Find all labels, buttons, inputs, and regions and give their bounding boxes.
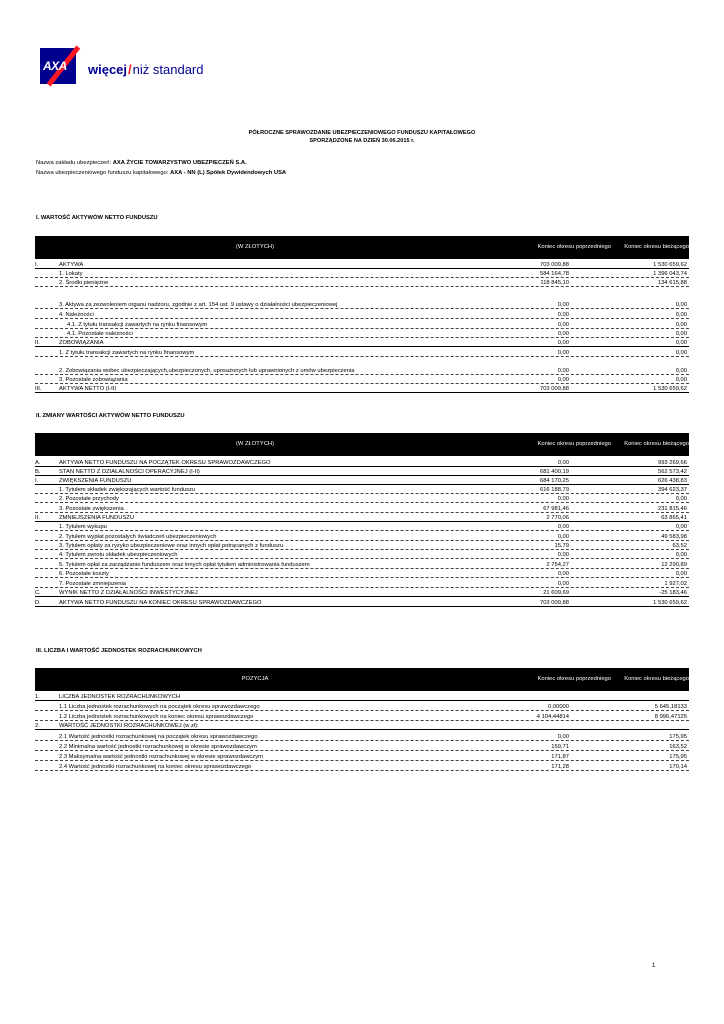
- table-row: [35, 741, 689, 751]
- value-previous: 171,87: [551, 754, 569, 760]
- table-row: [35, 550, 689, 559]
- table-row: [35, 287, 689, 309]
- section3-title: III. LICZBA I WARTOŚĆ JEDNOSTEK ROZRACHUNKOWYCH: [36, 648, 202, 654]
- value-current: 1 530 659,62: [653, 600, 687, 606]
- table-row: [35, 494, 689, 503]
- table-row: [35, 319, 689, 329]
- value-current: 0,00: [675, 302, 687, 308]
- table-row: [35, 456, 689, 467]
- table-row: [35, 761, 689, 771]
- table-row: [35, 347, 689, 357]
- value-current: 63,52: [672, 543, 687, 549]
- column-header: Koniec okresu bieżącego: [624, 676, 689, 682]
- value-previous: 0,00: [557, 312, 569, 318]
- table-row: [35, 569, 689, 578]
- section2-table: [35, 433, 689, 607]
- value-previous: 0,00000: [548, 704, 569, 710]
- row-label: 6. Pozostałe koszty: [59, 571, 109, 577]
- table-row: [35, 384, 689, 393]
- value-previous: 159,71: [551, 744, 569, 750]
- table-header: [35, 433, 689, 456]
- table-row: [35, 751, 689, 761]
- row-label: 5. Tytułem opłat za zarządzanie funduszem oraz innych opłat tytułem administrowania funduszem: [59, 562, 310, 568]
- value-current: 134 615,88: [657, 280, 687, 286]
- row-label: AKTYWA: [59, 262, 84, 268]
- row-number: II.: [35, 340, 40, 346]
- row-label: ZOBOWIĄZANIA: [59, 340, 104, 346]
- row-label: AKTYWA NETTO FUNDUSZU NA POCZĄTEK OKRESU SPRAWOZDAWCZEGO: [59, 460, 271, 466]
- table-row: [35, 329, 689, 338]
- table-row: [35, 269, 689, 278]
- value-previous: 2 754,27: [546, 562, 569, 568]
- value-previous: 0,00: [557, 460, 569, 466]
- table-row: [35, 531, 689, 541]
- value-previous: 15,79: [554, 543, 569, 549]
- table-row: [35, 522, 689, 531]
- table-row: [35, 485, 689, 494]
- value-current: 175,95: [669, 754, 687, 760]
- row-label: 1. Tytułem wykupu: [59, 524, 107, 530]
- value-previous: 0,00: [557, 552, 569, 558]
- value-previous: 0,00: [557, 302, 569, 308]
- value-current: 0,00: [675, 524, 687, 530]
- row-number: B.: [35, 469, 41, 475]
- row-number: C.: [35, 590, 41, 596]
- value-current: 562 573,42: [657, 469, 687, 475]
- value-current: 0,00: [675, 368, 687, 374]
- value-current: 1 927,02: [664, 581, 687, 587]
- row-label: 1. Lokaty: [59, 271, 83, 277]
- table-row: [35, 701, 689, 711]
- section1-table: [35, 236, 689, 393]
- value-current: 8 996,47125: [654, 714, 687, 720]
- row-label: 4. Należności: [59, 312, 94, 318]
- value-current: 0,00: [675, 552, 687, 558]
- value-current: 1 530 659,62: [653, 262, 687, 268]
- row-label: 2.4 Wartość jednostki rozrachunkowej na koniec okresu sprawozdawczego: [59, 764, 252, 770]
- value-current: 175,95: [669, 734, 687, 740]
- value-previous: 0,00: [557, 377, 569, 383]
- value-previous: 0,00: [557, 496, 569, 502]
- value-previous: 0,00: [557, 524, 569, 530]
- row-label: ZWIĘKSZENIA FUNDUSZU: [59, 478, 132, 484]
- row-label: 2. Zobowiązania wobec ubezpieczających,ubezpieczonych, uposażonych lub uprawnionych z umów ubezpieczenia: [59, 368, 355, 374]
- row-label: 4. Tytułem zwrotu składek ubezpieczeniowych: [59, 552, 178, 558]
- row-label: 1. Z tytułu transakcji zawartych na rynku finansowym: [59, 350, 195, 356]
- value-previous: 0,00: [557, 350, 569, 356]
- value-previous: 703 009,88: [539, 262, 569, 268]
- row-label: 1.2 Liczba jednostek rozrachunkowych na koniec okresu sprawozdawczego: [59, 714, 254, 720]
- column-header: Koniec okresu poprzedniego: [537, 244, 611, 250]
- table-row: [35, 578, 689, 588]
- row-label: WARTOŚĆ JEDNOSTKI ROZRACHUNKOWEJ (w zł):: [59, 723, 199, 729]
- table-row: [35, 476, 689, 485]
- value-current: 63 865,41: [661, 515, 687, 521]
- value-previous: 0,00: [557, 734, 569, 740]
- value-previous: 0,00: [557, 331, 569, 337]
- value-previous: 584 164,78: [539, 271, 569, 277]
- row-label: 1. Tytułem składek zwiększających wartość funduszu: [59, 487, 196, 493]
- value-current: 0,00: [675, 322, 687, 328]
- report-title-line2: SPORZĄDZONE NA DZIEŃ 30.06.2015 r.: [309, 138, 415, 144]
- value-previous: 703 009,88: [539, 386, 569, 392]
- value-previous: 4 104,44814: [536, 714, 569, 720]
- value-previous: 703 009,88: [539, 600, 569, 606]
- row-number: A.: [35, 460, 41, 466]
- axa-logo-icon: AXA: [40, 48, 76, 84]
- row-number: D.: [35, 600, 41, 606]
- value-previous: 21 609,69: [543, 590, 569, 596]
- value-current: 993 269,66: [657, 460, 687, 466]
- row-label: 2. Środki pieniężne: [59, 280, 109, 286]
- value-current: 12 290,89: [661, 562, 687, 568]
- row-label: 4.1. Pozostałe należności: [67, 331, 133, 337]
- row-number: 2.: [35, 723, 40, 729]
- column-header: (W ZŁOTYCH): [236, 441, 274, 447]
- value-current: 1 396 043,74: [653, 271, 687, 277]
- row-label: AKTYWA NETTO FUNDUSZU NA KONIEC OKRESU SPRAWOZDAWCZEGO: [59, 600, 262, 606]
- row-label: 2.3 Maksymalna wartość jednostki rozrachunkowej w okresie sprawozdawczym: [59, 754, 263, 760]
- row-label: 2.2 Minimalna wartość jednostki rozrachunkowej w okresie sprawozdawczym: [59, 744, 257, 750]
- brand-tagline: więcej/niż standard: [88, 62, 204, 77]
- table-row: [35, 730, 689, 741]
- value-previous: 684 170,25: [539, 478, 569, 484]
- value-current: 5 645,18133: [654, 704, 687, 710]
- row-number: II.: [35, 515, 40, 521]
- table-header: [35, 236, 689, 259]
- table-row: [35, 721, 689, 730]
- value-current: 49 583,98: [661, 534, 687, 540]
- table-row: [35, 259, 689, 269]
- table-row: [35, 711, 689, 721]
- table-row: [35, 338, 689, 347]
- value-current: 0,00: [675, 350, 687, 356]
- value-current: 170,14: [669, 764, 687, 770]
- row-label: 3. Tytułem opłaty za ryzyko ubezpieczeniowe oraz innych opłat potrącanych z funduszu: [59, 543, 284, 549]
- row-label: 2. Tytułem wypłat pozostałych świadczeń ubezpieczeniowych: [59, 534, 217, 540]
- row-label: 3. Pozostałe zobowiązania: [59, 377, 128, 383]
- table-row: [35, 375, 689, 384]
- value-current: 0,00: [675, 340, 687, 346]
- report-title-line1: PÓŁROCZNE SPRAWOZDANIE UBEZPIECZENIOWEGO FUNDUSZU KAPITAŁOWEGO: [248, 130, 476, 136]
- column-header: Koniec okresu bieżącego: [624, 244, 689, 250]
- column-header: POZYCJA: [241, 676, 269, 682]
- table-row: [35, 278, 689, 287]
- row-label: ZMNIEJSZENIA FUNDUSZU: [59, 515, 135, 521]
- row-label: LICZBA JEDNOSTEK ROZRACHUNKOWYCH: [59, 694, 181, 700]
- fund-name: Nazwa ubezpieczeniowego funduszu kapitałowego: AXA - NN (L) Spółek Dywidendowych USA: [36, 170, 287, 176]
- value-current: 231 815,46: [657, 506, 687, 512]
- table-row: [35, 503, 689, 513]
- row-number: I.: [35, 478, 39, 484]
- table-row: [35, 691, 689, 701]
- column-header: Koniec okresu poprzedniego: [537, 441, 611, 447]
- row-number: 1.: [35, 694, 40, 700]
- column-header: Koniec okresu bieżącego: [624, 441, 689, 447]
- row-number: III.: [35, 386, 42, 392]
- value-previous: 0,00: [557, 534, 569, 540]
- value-current: 0,00: [675, 331, 687, 337]
- value-current: 0,00: [675, 571, 687, 577]
- row-label: 4.1. Z tytułu transakcji zawartych na rynku finansowym: [67, 322, 208, 328]
- value-previous: 681 400,19: [539, 469, 569, 475]
- table-row: [35, 357, 689, 375]
- table-row: [35, 588, 689, 597]
- value-previous: 0,00: [557, 368, 569, 374]
- table-row: [35, 597, 689, 607]
- section1-title: I. WARTOŚĆ AKTYWÓW NETTO FUNDUSZU: [36, 215, 158, 221]
- value-previous: 616 188,79: [539, 487, 569, 493]
- table-row: [35, 309, 689, 319]
- value-current: 394 623,37: [657, 487, 687, 493]
- row-label: 1.1 Liczba jednostek rozrachunkowych na początek okresu sprawozdawczego: [59, 704, 260, 710]
- value-current: 626 438,83: [657, 478, 687, 484]
- value-previous: 0,00: [557, 571, 569, 577]
- row-label: 7. Pozostałe zmniejszenia: [59, 581, 127, 587]
- table-header: [35, 668, 689, 691]
- table-row: [35, 559, 689, 569]
- value-current: 1 530 659,62: [653, 386, 687, 392]
- row-label: 3. Aktywa za zezwoleniem organu nadzoru, zgodnie z art. 154 ust. 9 ustawy o działalności ubezpieczeniowej: [59, 302, 338, 308]
- value-previous: 67 981,46: [543, 506, 569, 512]
- row-label: WYNIK NETTO Z DZIAŁALNOŚCI INWESTYCYJNEJ: [59, 590, 198, 596]
- value-current: 0,00: [675, 312, 687, 318]
- value-current: 163,52: [669, 744, 687, 750]
- table-row: [35, 541, 689, 550]
- value-previous: 171,28: [551, 764, 569, 770]
- section2-title: II. ZMIANY WARTOŚCI AKTYWÓW NETTO FUNDUSZU: [36, 413, 185, 419]
- value-previous: 118 845,10: [540, 280, 569, 286]
- axa-logo: [40, 48, 220, 88]
- value-current: 0,00: [675, 496, 687, 502]
- column-header: (W ZŁOTYCH): [236, 244, 274, 250]
- insurer-name: Nazwa zakładu ubezpieczeń: AXA ŻYCIE TOWARZYSTWO UBEZPIECZEŃ S.A.: [36, 160, 247, 166]
- page-number: 1: [652, 963, 656, 969]
- row-label: STAN NETTO Z DZIAŁALNOŚCI OPERACYJNEJ (I-II): [59, 469, 200, 475]
- value-previous: 2 770,06: [546, 515, 569, 521]
- row-label: 2.1 Wartość jednostki rozrachunkowej na początek okresu sprawozdawczego: [59, 734, 258, 740]
- section3-table: [35, 668, 689, 771]
- value-previous: 0,00: [557, 581, 569, 587]
- value-previous: 0,00: [557, 322, 569, 328]
- value-previous: 0,00: [557, 340, 569, 346]
- row-label: 3. Pozostałe zwiększenia: [59, 506, 124, 512]
- row-number: I.: [35, 262, 39, 268]
- column-header: Koniec okresu poprzedniego: [537, 676, 611, 682]
- table-row: [35, 513, 689, 522]
- value-current: -25 183,46: [659, 590, 687, 596]
- table-row: [35, 467, 689, 476]
- row-label: AKTYWA NETTO (I-II): [59, 386, 117, 392]
- value-current: 0,00: [675, 377, 687, 383]
- row-label: 2. Pozostałe przychody: [59, 496, 119, 502]
